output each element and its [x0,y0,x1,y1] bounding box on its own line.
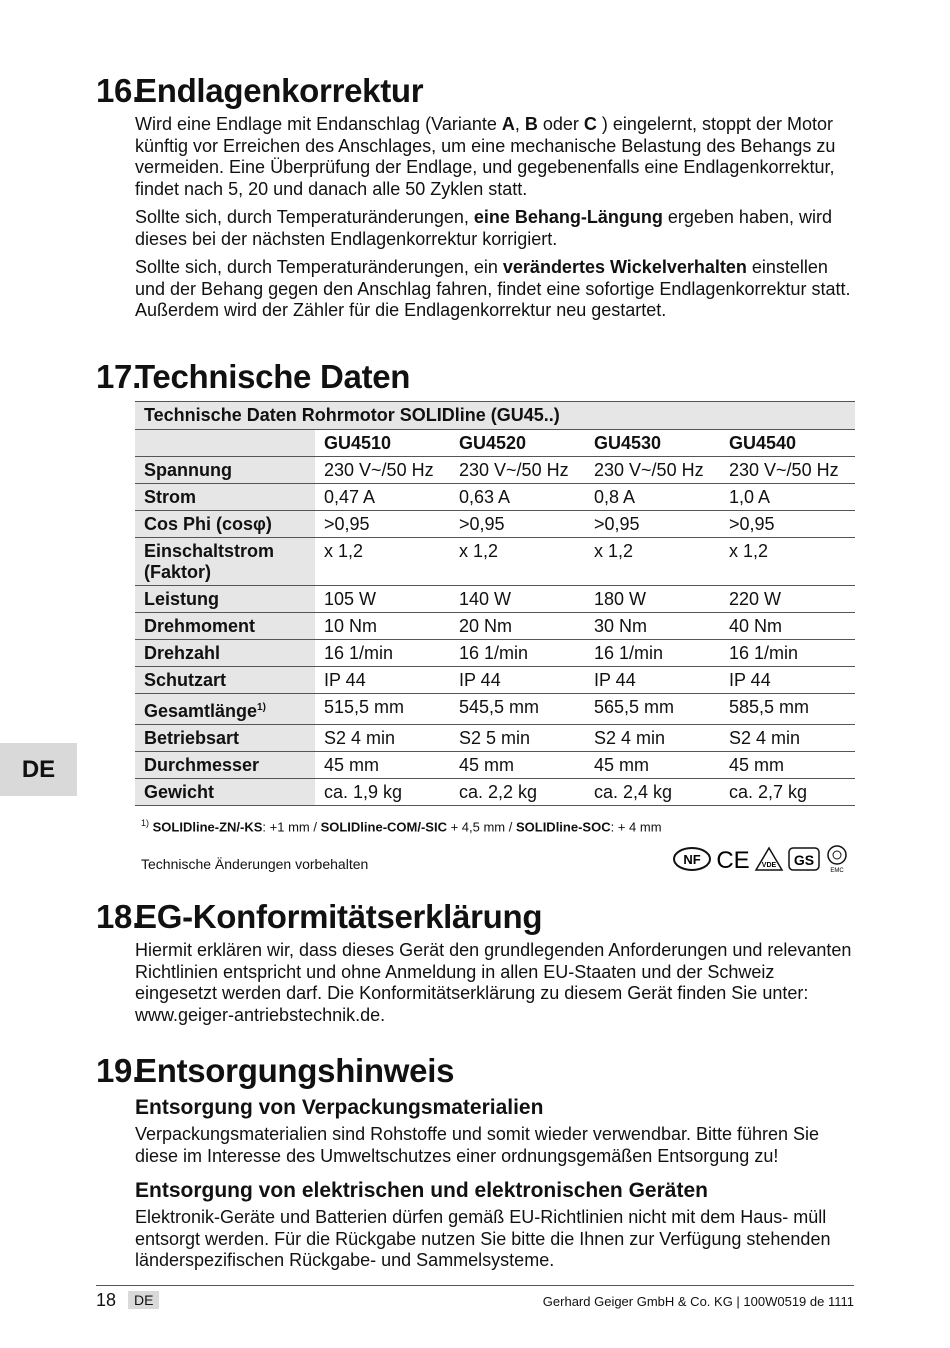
table-cell: 30 Nm [585,613,720,640]
table-cell: >0,95 [720,511,855,538]
table-cell: 230 V~/50 Hz [720,457,855,484]
footer-company: Gerhard Geiger GmbH & Co. KG | 100W0519 de 1111 [542,1294,854,1309]
subheading: Entsorgung von Verpackungsmaterialien [135,1096,544,1119]
table-row [135,613,855,640]
paragraph: Sollte sich, durch Temperaturänderungen, ein verändertes Wickelverhalten einstellen und der Behang gegen den Anschlag fahren, findet eine sofortige Endlagenkorrektur statt. Außerdem wird der Zähler für die Endlagenkorrektur neu gestartet. [135,257,851,320]
table-cell: 230 V~/50 Hz [315,457,450,484]
section-body [135,940,856,1026]
table-cell: x 1,2 [315,538,450,586]
table-cell: 230 V~/50 Hz [450,457,585,484]
svg-text:CE: CE [716,847,750,872]
row-label: Spannung [135,457,315,484]
table-cell: 16 1/min [585,640,720,667]
table-cell: 105 W [315,586,450,613]
table-cell: >0,95 [585,511,720,538]
table-cell: x 1,2 [450,538,585,586]
svg-text:GS: GS [793,852,815,868]
table-row [135,694,855,725]
emc-logo-icon [824,844,850,874]
table-cell: 515,5 mm [315,694,450,725]
row-label: Betriebsart [135,725,315,752]
table-cell: 40 Nm [720,613,855,640]
row-label: Strom [135,484,315,511]
table-cell: 16 1/min [315,640,450,667]
table-cell: 0,47 A [315,484,450,511]
table-cell: 180 W [585,586,720,613]
table-cell: 1,0 A [720,484,855,511]
table-cell: S2 4 min [585,725,720,752]
table-cell: 20 Nm [450,613,585,640]
paragraph: Hiermit erklären wir, dass dieses Gerät den grundlegenden Anforderungen und relevanten Richtlinien entspricht und ohne Anmeldung in allen EU-Staaten und der Schweiz eingesetzt werden darf. Die Konformitätserklärung zu diesem Gerät finden Sie unter: www.geiger-antriebstechnik.de. [135,940,852,1025]
table-cell: 0,63 A [450,484,585,511]
row-label: Drehmoment [135,613,315,640]
footnote: $^{1)}$ SOLIDline-ZN/-KS: +1 mm / SOLIDline-COM/-SIC + 4,5 mm / SOLIDline-SOC: + 4 mm [141,818,662,835]
svg-text:VDE: VDE [761,862,777,869]
table-cell: x 1,2 [720,538,855,586]
table-row [135,779,855,806]
changes-note: Technische Änderungen vorbehalten [141,856,369,872]
table-cell: S2 4 min [315,725,450,752]
table-cell: 230 V~/50 Hz [585,457,720,484]
table-cell: 10 Nm [315,613,450,640]
section-title: 18.EG-Konformitätserklärung [96,898,543,935]
table-title: Technische Daten Rohrmotor SOLIDline (GU45..) [135,402,855,430]
table-cell: 16 1/min [720,640,855,667]
paragraph: Verpackungsmaterialien sind Rohstoffe und somit wieder verwendbar. Bitte führen Sie diese im Interesse des Umweltschutzes einer ordnungsgemäßen Entsorgung zu! [135,1124,820,1166]
paragraph: Wird eine Endlage mit Endanschlag (Variante A, B oder C ) eingelernt, stoppt der Motor künftig vor Erreichen des Anschlages, um eine mechanische Belastung des Behangs zu vermeiden. Eine Überprüfung der Endlage, und gegebenenfalls eine Endlagenkorrektur, findet nach 5, 20 und danach alle 50 Zyklen statt. [135,114,836,199]
row-label: Gewicht [135,779,315,806]
table-cell: 45 mm [720,752,855,779]
table-cell: S2 5 min [450,725,585,752]
table-row [135,457,855,484]
table-header-row [135,430,855,457]
row-label: Durchmesser [135,752,315,779]
table-cell: 0,8 A [585,484,720,511]
language-badge: DE [128,1291,159,1309]
table-cell: 45 mm [585,752,720,779]
svg-text:EMC: EMC [830,868,844,874]
table-row [135,667,855,694]
footer-divider [96,1285,854,1286]
row-label: Drehzahl [135,640,315,667]
section-konformitaet [96,898,856,1033]
table-cell: 45 mm [450,752,585,779]
svg-text:NF: NF [683,852,701,867]
page-number: 18 [96,1290,117,1310]
table-row [135,725,855,752]
table-cell: ca. 2,7 kg [720,779,855,806]
table-cell: 16 1/min [450,640,585,667]
column-header: GU4510 [315,430,450,457]
table-cell: IP 44 [450,667,585,694]
table-cell: 585,5 mm [720,694,855,725]
column-header: GU4540 [720,430,855,457]
section-title: 17.Technische Daten [96,358,411,395]
section-body [135,114,856,322]
table-cell: IP 44 [585,667,720,694]
table-cell: 140 W [450,586,585,613]
table-row [135,484,855,511]
header-empty [135,430,315,457]
section-endlagenkorrektur [96,72,856,329]
table-cell: ca. 1,9 kg [315,779,450,806]
certification-logos [672,844,850,874]
table-cell: ca. 2,4 kg [585,779,720,806]
language-tab: DE [0,743,77,796]
section-entsorgung [96,1052,856,1279]
row-label: Leistung [135,586,315,613]
table-cell: x 1,2 [585,538,720,586]
table-cell: 45 mm [315,752,450,779]
table-row [135,640,855,667]
table-row [135,586,855,613]
section-technische-daten [96,358,856,396]
section-body [135,1096,856,1272]
row-label: Schutzart [135,667,315,694]
nf-logo-icon [672,846,712,872]
column-header: GU4520 [450,430,585,457]
table-cell: S2 4 min [720,725,855,752]
table-cell: >0,95 [315,511,450,538]
section-title: 16.Endlagenkorrektur [96,72,424,109]
table-row [135,538,855,586]
table-cell: >0,95 [450,511,585,538]
vde-logo-icon [754,846,784,872]
table-cell: 220 W [720,586,855,613]
paragraph: Sollte sich, durch Temperaturänderungen, eine Behang-Längung ergeben haben, wird dieses bei der nächsten Endlagenkorrektur korrigiert. [135,207,832,249]
table-row [135,511,855,538]
row-label: Einschaltstrom (Faktor) [135,538,315,586]
table-cell: 545,5 mm [450,694,585,725]
row-label: Cos Phi (cosφ) [135,511,315,538]
table-row [135,752,855,779]
paragraph: Elektronik-Geräte und Batterien dürfen gemäß EU-Richtlinien nicht mit dem Haus- müll entsorgt werden. Für die Rückgabe nutzen Sie bitte die Ihnen zur Verfügung stehenden länderspezifischen Rückgabe- und Sammelsysteme. [135,1207,831,1270]
tech-data-table [135,401,855,806]
table-cell: IP 44 [315,667,450,694]
ce-logo-icon [716,846,750,872]
table-cell: ca. 2,2 kg [450,779,585,806]
column-header: GU4530 [585,430,720,457]
section-title: 19.Entsorgungshinweis [96,1052,455,1089]
table-cell: 565,5 mm [585,694,720,725]
row-label: Gesamtlänge$^{1)}$ [135,694,315,725]
table-cell: IP 44 [720,667,855,694]
subheading: Entsorgung von elektrischen und elektronischen Geräten [135,1179,708,1202]
gs-logo-icon [788,846,820,872]
